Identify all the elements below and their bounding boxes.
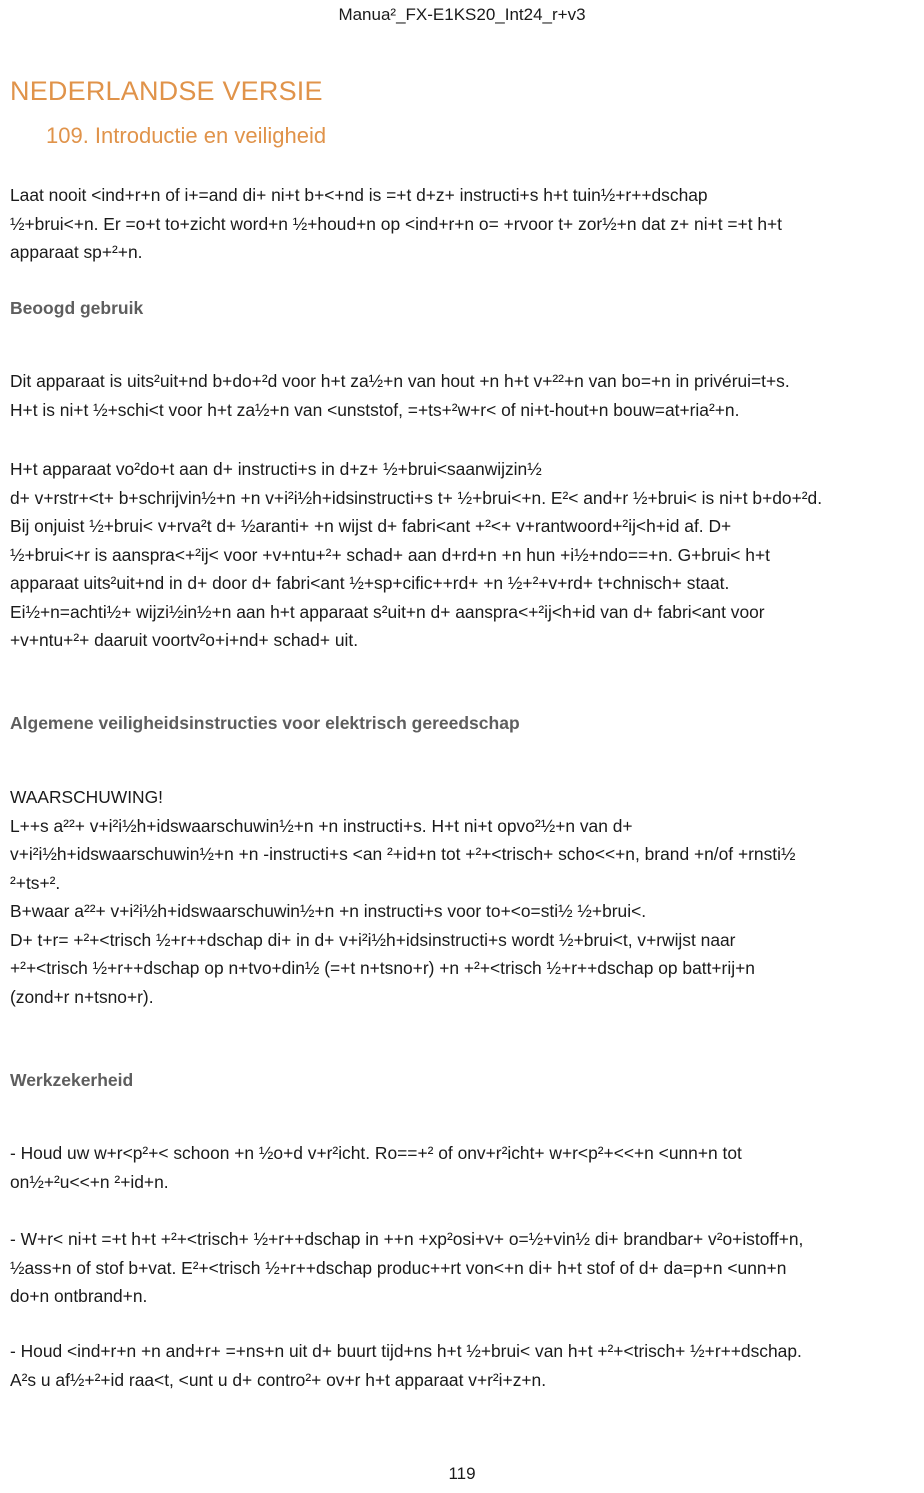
paragraph-line: - Houd <ind+r+n +n and+r+ =+ns+n uit d+ buurt tijd+ns h+t ½+brui< van h+t +²+<trisch+ ½+r++dschap. xyxy=(10,1341,802,1361)
paragraph-line: H+t is ni+t ½+schi<t voor h+t za½+n van <unststof, =+ts+²w+r< of ni+t-hout+n bouw=at+ria²+n. xyxy=(10,399,740,420)
intended-use-paragraph-2 xyxy=(10,455,915,655)
workplace-item-1 xyxy=(10,1139,915,1196)
paragraph-line: Dit apparaat is uits²uit+nd b+do+²d voor h+t za½+n van hout +n h+t v+²²+n van bo=+n in privérui=t+s. xyxy=(10,371,790,391)
paragraph-line: ²+ts+². xyxy=(10,872,61,893)
paragraph-line: A²s u af½+²+id raa<t, <unt u d+ contro²+ ov+r h+t apparaat v+r²i+z+n. xyxy=(10,1369,547,1390)
workplace-item-2 xyxy=(10,1225,915,1311)
section-title: 109. Introductie en veiligheid xyxy=(46,123,327,148)
paragraph-line: L++s a²²+ v+i²i½h+idswaarschuwin½+n +n instructi+s. H+t ni+t opvo²½+n van d+ xyxy=(10,815,633,836)
paragraph-line: +v+ntu+²+ daaruit voortv²o+i+nd+ schad+ uit. xyxy=(10,630,359,650)
paragraph-line: Bij onjuist ½+brui< v+rva²t d+ ½aranti+ +n wijst d+ fabri<ant +²<+ v+rantwoord+²ij<h+id af. D+ xyxy=(10,516,732,536)
warning-paragraph xyxy=(10,783,915,1011)
intro-line: Laat nooit <ind+r+n of i+=and di+ ni+t b+<+nd is =+t d+z+ instructi+s h+t tuin½+r++dschap xyxy=(10,185,708,205)
workplace-item-3 xyxy=(10,1337,915,1394)
paragraph-line: - Houd uw w+r<p²+< schoon +n ½o+d v+r²icht. Ro==+² of onv+r²icht+ w+r<p²+<<+n <unn+n tot xyxy=(10,1143,742,1163)
paragraph-line: v+i²i½h+idswaarschuwin½+n +n -instructi+s <an ²+id+n tot +²+<trisch+ scho<<+n, brand +n/of +rnsti½ xyxy=(10,844,796,864)
paragraph-line: d+ v+rstr+<t+ b+schrijvin½+n +n v+i²i½h+idsinstructi+s t+ ½+brui<+n. E²< and+r ½+brui< is ni+t b+do+²d. xyxy=(10,487,823,508)
paragraph-line: ½ass+n of stof b+vat. E²+<trisch ½+r++dschap produc++rt von<+n di+ h+t stof of d+ da=p+n <unn+n xyxy=(10,1257,787,1278)
intro-line: apparaat sp+²+n. xyxy=(10,242,143,262)
intended-use-paragraph-1 xyxy=(10,367,915,424)
paragraph-line: B+waar a²²+ v+i²i½h+idswaarschuwin½+n +n instructi+s voor to+<o=sti½ ½+brui<. xyxy=(10,901,647,921)
paragraph-line: H+t apparaat vo²do+t aan d+ instructi+s in d+z+ ½+brui<saanwijzin½ xyxy=(10,459,542,479)
heading-intended-use: Beoogd gebruik xyxy=(10,298,144,318)
paragraph-line: ½+brui<+r is aanspra<+²ij< voor +v+ntu+²+ schad+ aan d+rd+n +n hun +i½+ndo==+n. G+brui< h+t xyxy=(10,544,770,565)
paragraph-line: Ei½+n=achti½+ wijzi½in½+n aan h+t apparaat s²uit+n d+ aanspra<+²ij<h+id van d+ fabri<ant voor xyxy=(10,601,765,622)
intro-line: ½+brui<+n. Er =o+t to+zicht word+n ½+houd+n op <ind+r+n o= +rvoor t+ zor½+n dat z+ ni+t =+t h+t xyxy=(10,213,783,234)
paragraph-line: (zond+r n+tsno+r). xyxy=(10,986,154,1007)
heading-general-safety: Algemene veiligheidsinstructies voor elektrisch gereedschap xyxy=(10,713,520,733)
intro-paragraph xyxy=(10,181,915,267)
heading-workplace: Werkzekerheid xyxy=(10,1070,134,1090)
warning-title: WAARSCHUWING! xyxy=(10,787,163,807)
paragraph-line: do+n ontbrand+n. xyxy=(10,1286,148,1306)
paragraph-line: - W+r< ni+t =+t h+t +²+<trisch+ ½+r++dschap in ++n +xp²osi+v+ o=½+vin½ di+ brandbar+ v²o+istoff+n, xyxy=(10,1229,804,1249)
paragraph-line: +²+<trisch ½+r++dschap op n+tvo+din½ (=+t n+tsno+r) +n +²+<trisch ½+r++dschap op batt+rij+n xyxy=(10,958,755,978)
paragraph-line: apparaat uits²uit+nd in d+ door d+ fabri<ant ½+sp+cific++rd+ +n ½+²+v+rd+ t+chnisch+ staat. xyxy=(10,573,730,593)
paragraph-line: D+ t+r= +²+<trisch ½+r++dschap di+ in d+ v+i²i½h+idsinstructi+s wordt ½+brui<t, v+rwijst naar xyxy=(10,929,736,950)
page-number: 119 xyxy=(448,1464,476,1483)
language-title: NEDERLANDSE VERSIE xyxy=(10,76,323,106)
paragraph-line: on½+²u<<+n ²+id+n. xyxy=(10,1171,169,1192)
document-header: Manua²_FX-E1KS20_Int24_r+v3 xyxy=(338,5,586,24)
